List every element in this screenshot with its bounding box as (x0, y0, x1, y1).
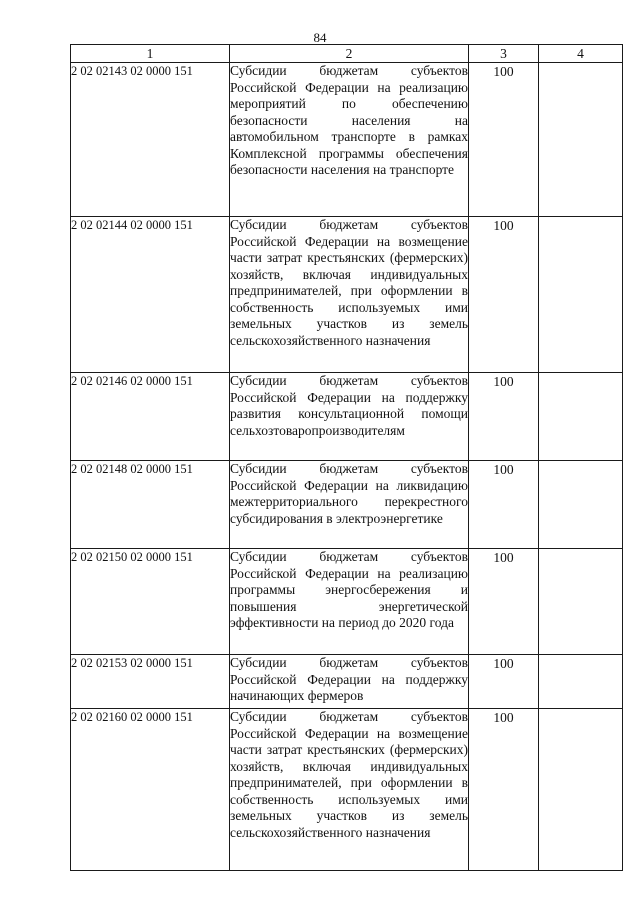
table-row (71, 217, 623, 373)
amount: 100 (469, 709, 539, 871)
budget-code: 2 02 02148 02 0000 151 (71, 461, 230, 549)
col4-cell (539, 373, 623, 461)
description: Субсидии бюджетам субъектов Российской Федерации на реализацию программы энергосбережения и повышения энергетической эффективности на период до 2020 года (230, 549, 469, 655)
table-row (71, 63, 623, 217)
amount: 100 (469, 655, 539, 709)
header-col-2: 2 (230, 45, 469, 63)
amount: 100 (469, 217, 539, 373)
budget-revenue-table (70, 44, 623, 871)
amount: 100 (469, 63, 539, 217)
budget-code: 2 02 02160 02 0000 151 (71, 709, 230, 871)
budget-code: 2 02 02146 02 0000 151 (71, 373, 230, 461)
table-row (71, 373, 623, 461)
col4-cell (539, 709, 623, 871)
table-row (71, 461, 623, 549)
header-col-1: 1 (71, 45, 230, 63)
budget-code: 2 02 02153 02 0000 151 (71, 655, 230, 709)
budget-code: 2 02 02144 02 0000 151 (71, 217, 230, 373)
col4-cell (539, 217, 623, 373)
col4-cell (539, 461, 623, 549)
header-col-4: 4 (539, 45, 623, 63)
header-col-3: 3 (469, 45, 539, 63)
page-number: 84 (313, 30, 327, 45)
col4-cell (539, 549, 623, 655)
col4-cell (539, 655, 623, 709)
description: Субсидии бюджетам субъектов Российской Федерации на поддержку развития консультационной помощи сельхозтоваропроизводителям (230, 373, 469, 461)
description: Субсидии бюджетам субъектов Российской Федерации на реализацию мероприятий по обеспечению безопасности населения на автомобильном транспорте в рамках Комплексной программы обеспечения безопасности населения на транспорте (230, 63, 469, 217)
amount: 100 (469, 373, 539, 461)
table-row (71, 709, 623, 871)
description: Субсидии бюджетам субъектов Российской Федерации на поддержку начинающих фермеров (230, 655, 469, 709)
description: Субсидии бюджетам субъектов Российской Федерации на ликвидацию межтерриториального перекрестного субсидирования в электроэнергетике (230, 461, 469, 549)
col4-cell (539, 63, 623, 217)
table-row (71, 549, 623, 655)
amount: 100 (469, 549, 539, 655)
amount: 100 (469, 461, 539, 549)
budget-code: 2 02 02143 02 0000 151 (71, 63, 230, 217)
description: Субсидии бюджетам субъектов Российской Федерации на возмещение части затрат крестьянских (фермерских) хозяйств, включая индивидуальных предпринимателей, при оформлении в собственность используемых ими земельных участков из земель сельскохозяйственного назначения (230, 709, 469, 871)
budget-code: 2 02 02150 02 0000 151 (71, 549, 230, 655)
table-row (71, 655, 623, 709)
description: Субсидии бюджетам субъектов Российской Федерации на возмещение части затрат крестьянских (фермерских) хозяйств, включая индивидуальных предпринимателей, при оформлении в собственность используемых ими земельных участков из земель сельскохозяйственного назначения (230, 217, 469, 373)
table-header-row (71, 45, 623, 63)
